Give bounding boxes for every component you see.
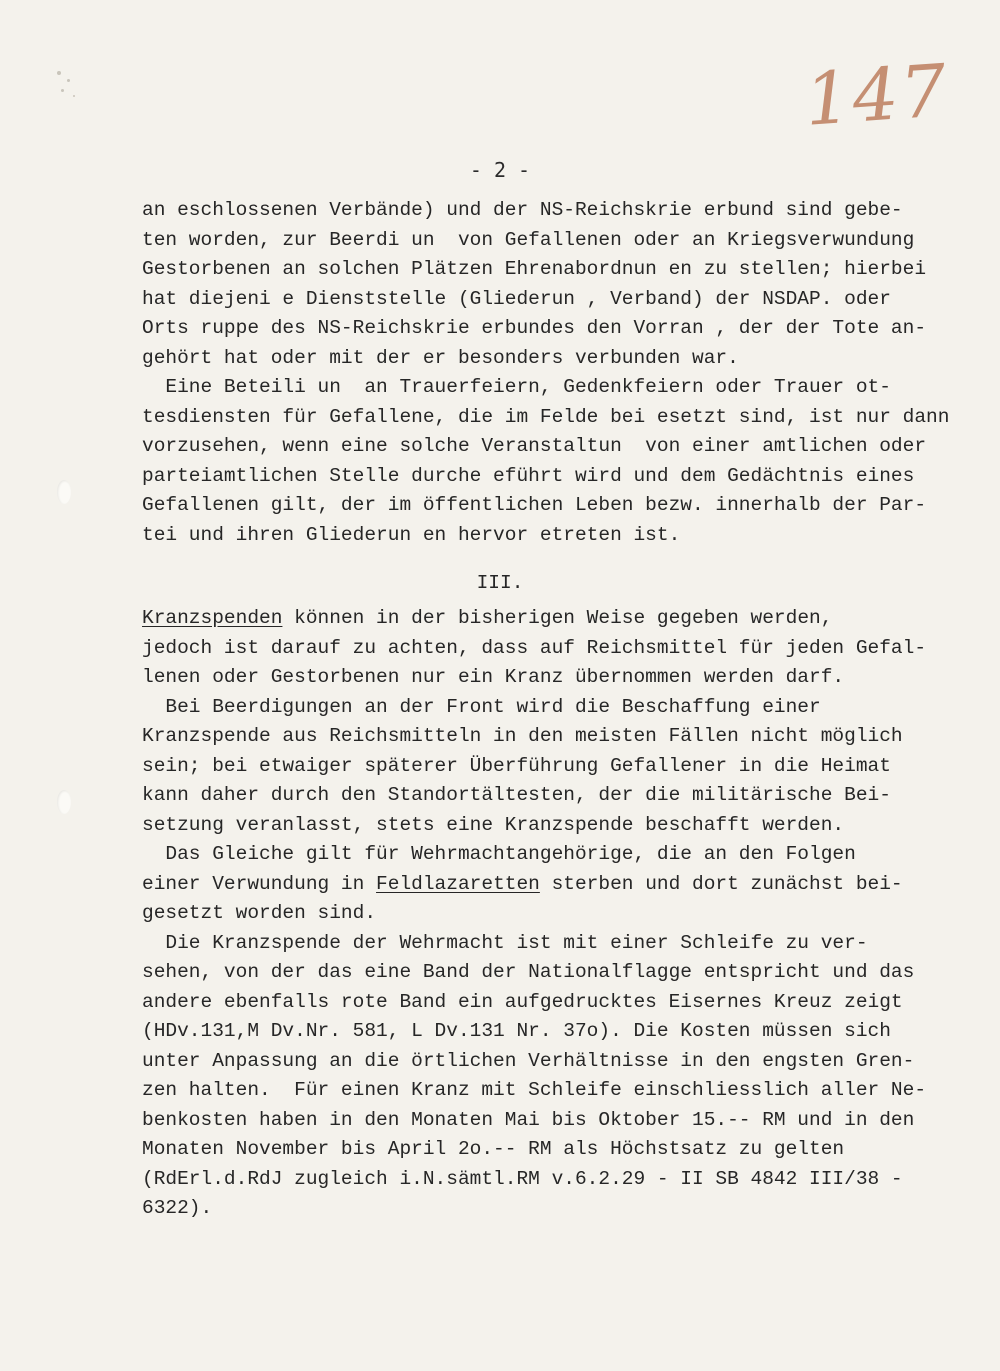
text-line: Bei Beerdigungen an der Front wird die Beschaffung einer [142,695,821,718]
text-line: benkosten haben in den Monaten Mai bis Oktober 15.-- RM und in den [142,1108,915,1131]
text-line: tei und ihren Gliederun en hervor etreten ist. [142,523,681,546]
text-line: gesetzt worden sind. [142,902,377,924]
text-line: andere ebenfalls rote Band ein aufgedrucktes Eisernes Kreuz zeigt [142,990,903,1013]
text-line: (HDv.131,M Dv.Nr. 581, L Dv.131 Nr. 37o). Die Kosten müssen sich [142,1020,891,1042]
text-line: (RdErl.d.RdJ zugleich i.N.sämtl.RM v.6.2.29 - II SB 4842 III/38 - [142,1167,903,1190]
text-line: sehen, von der das eine Band der Nationalflagge entspricht und das [142,961,915,983]
text-line: unter Anpassung an die örtlichen Verhältnisse in den engsten Gren- [142,1049,915,1072]
text-line: Die Kranzspende der Wehrmacht ist mit einer Schleife zu ver- [142,931,868,954]
text-line: ten worden, zur Beerdi un von Gefallenen oder an Kriegsverwundung [142,228,915,251]
text-line: Das Gleiche gilt für Wehrmachtangehörige, die an den Folgen [142,843,856,865]
text-line: jedoch ist darauf zu achten, dass auf Reichsmittel für jeden Gefal- [142,636,927,659]
text-line: kann daher durch den Standortältesten, der die militärische Bei- [142,784,891,806]
text-line: Gestorbenen an solchen Plätzen Ehrenabordnun en zu stellen; hierbei [142,258,927,280]
text-line: Eine Beteili un an Trauerfeiern, Gedenkfeiern oder Trauer ot- [142,376,891,398]
section-heading: III. [476,572,524,594]
underlined-term-feldlazaretten: Feldlazaretten [376,872,540,895]
text-line: vorzusehen, wenn eine solche Veranstaltun von einer amtlichen oder [142,435,927,457]
text-line: 6322). [142,1197,213,1219]
text-line: an eschlossenen Verbände) und der NS-Reichskrie erbund sind gebe- [142,199,903,221]
page-number: - 2 - [469,158,531,182]
text-line: Orts ruppe des NS-Reichskrie erbundes den Vorran , der der Tote an- [142,317,927,339]
text-line: Kranzspende aus Reichsmitteln in den meisten Fällen nicht möglich [142,725,903,747]
text-line [142,604,942,634]
text-span: einer Verwundung in [142,872,377,895]
text-line: zen halten. Für einen Kranz mit Schleife einschliesslich aller Ne- [142,1079,927,1101]
text-line: sein; bei etwaiger späterer Überführung Gefallener in die Heimat [142,754,891,777]
text-line [142,870,942,900]
text-line: tesdiensten für Gefallene, die im Felde bei esetzt sind, ist nur dann [142,405,950,428]
text-line: hat diejeni e Dienststelle (Gliederun , Verband) der NSDAP. oder [142,287,891,310]
text-span: sterben und dort zunächst bei- [539,872,903,895]
text-line: gehört hat oder mit der er besonders verbunden war. [142,346,739,369]
punch-hole-upper [57,480,71,504]
paper-stain [55,65,85,105]
text-line: Monaten November bis April 2o.-- RM als Höchstsatz zu gelten [142,1138,845,1160]
handwritten-folio-number: 147 [802,48,952,142]
body-text-section-iii [142,604,942,1224]
text-line: lenen oder Gestorbenen nur ein Kranz übernommen werden darf. [142,666,845,688]
underlined-term-kranzspenden: Kranzspenden [142,607,283,629]
text-line: parteiamtlichen Stelle durche eführt wird und dem Gedächtnis eines [142,464,915,487]
text-span: können in der bisherigen Weise gegeben werden, [282,607,833,629]
punch-hole-lower [57,790,71,814]
text-line: setzung veranlasst, stets eine Kranzspende beschafft werden. [142,813,845,836]
text-line: Gefallenen gilt, der im öffentlichen Leben bezw. innerhalb der Par- [142,494,927,516]
body-text-section-ii [142,196,950,550]
